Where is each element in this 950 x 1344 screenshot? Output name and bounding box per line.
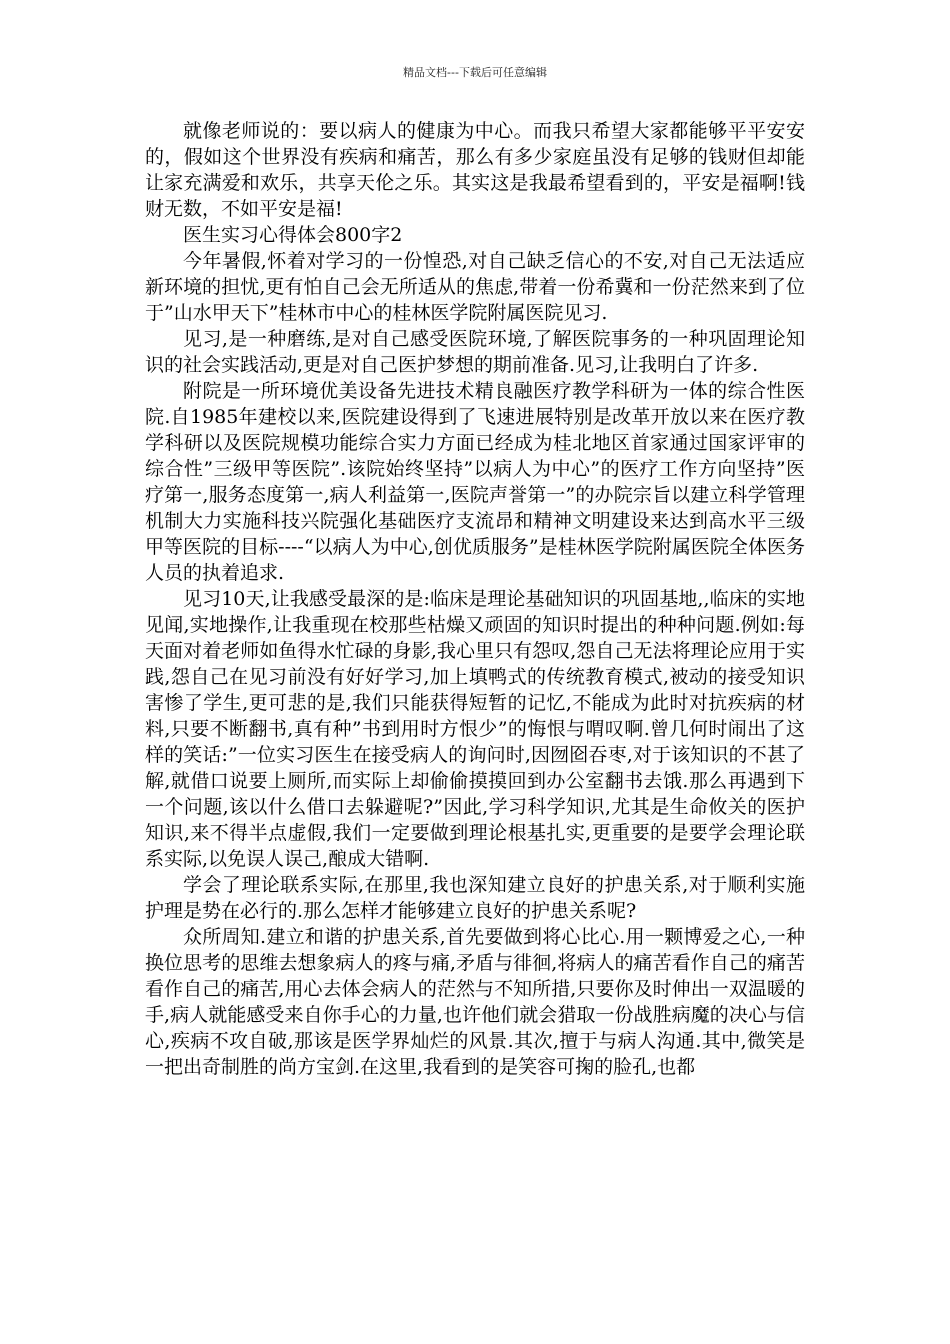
- paragraph-ten-days: 见习10天,让我感受最深的是:临床是理论基础知识的巩固基地,,临床的实地见闻,实地操作,让我重现在校那些枯燥又顽固的知识时提出的种种问题.例如:每天面对着老师如鱼得水忙碌的身影,我心里只有怨叹,怨自己无法将理论应用于实践,怨自己在见习前没有好好学习,加上填鸭式的传统教育模式,被动的接受知识害惨了学生,更可悲的是,我们只能获得短暂的记忆,不能成为此时对抗疾病的材料,只要不断翻书,真有种”书到用时方恨少”的悔恨与喟叹啊.曾几何时闹出了这样的笑话:”一位实习医生在接受病人的询问时,因囫囵吞枣,对于该知识的不甚了解,就借口说要上厕所,而实际上却偷偷摸摸回到办公室翻书去饿.那么再遇到下一个问题,该以什么借口去躲避呢?”因此,学习科学知识,尤其是生命攸关的医护知识,来不得半点虚假,我们一定要做到理论根基扎实,更重要的是要学会理论联系实际,以免误人误己,酿成大错啊.: [145, 588, 805, 870]
- paragraph-relationship: 学会了理论联系实际,在那里,我也深知建立良好的护患关系,对于顺利实施护理是势在必行的.那么怎样才能够建立良好的护患关系呢?: [145, 874, 805, 922]
- paragraph-intro: 就像老师说的：要以病人的健康为中心。而我只希望大家都能够平平安安的，假如这个世界没有疾病和痛苦，那么有多少家庭虽没有足够的钱财但却能让家充满爱和欢乐，共享天伦之乐。其实这是我最希望看到的，平安是福啊!钱财无数，不如平安是福!: [145, 120, 805, 220]
- page-header: 精品文档---下载后可任意编辑: [403, 66, 547, 79]
- section-heading: 医生实习心得体会800字2: [183, 224, 403, 246]
- paragraph-hospital: 附院是一所环境优美设备先进技术精良融医疗教学科研为一体的综合性医院.自1985年建校以来,医院建设得到了飞速进展特别是改革开放以来在医疗教学科研以及医院规模功能综合实力方面已经成为桂北地区首家通过国家评审的综合性”三级甲等医院”.该院始终坚持”以病人为中心”的医疗工作方向坚持”医疗第一,服务态度第一,病人利益第一,医院声誉第一”的办院宗旨以建立科学管理机制大力实施科技兴院强化基础医疗支流昂和精神文明建设来达到高水平三级甲等医院的目标----“以病人为中心,创优质服务”是桂林医学院附属医院全体医务人员的执着追求.: [145, 380, 805, 584]
- paragraph-summer: 今年暑假,怀着对学习的一份惶恐,对自己缺乏信心的不安,对自己无法适应新环境的担忧,更有怕自己会无所适从的焦虑,带着一份希冀和一份茫然来到了位于”山水甲天下”桂林市中心的桂林医学院附属医院见习.: [145, 250, 805, 324]
- paragraph-internship: 见习,是一种磨练,是对自己感受医院环境,了解医院事务的一种巩固理论知识的社会实践活动,更是对自己医护梦想的期前准备.见习,让我明白了许多.: [145, 328, 805, 376]
- document-body: [145, 118, 805, 1080]
- paragraph-harmony: 众所周知.建立和谐的护患关系,首先要做到将心比心.用一颗博爱之心,一种换位思考的思维去想象病人的疼与痛,矛盾与徘徊,将病人的痛苦看作自己的痛苦看作自己的痛苦,用心去体会病人的茫然与不知所措,只要你及时伸出一双温暖的手,病人就能感受来自你手心的力量,也许他们就会猎取一份战胜病魔的决心与信心,疾病不攻自破,那该是医学界灿烂的风景.其次,擅于与病人沟通.其中,微笑是一把出奇制胜的尚方宝剑.在这里,我看到的是笑容可掬的脸孔,也都: [145, 926, 805, 1078]
